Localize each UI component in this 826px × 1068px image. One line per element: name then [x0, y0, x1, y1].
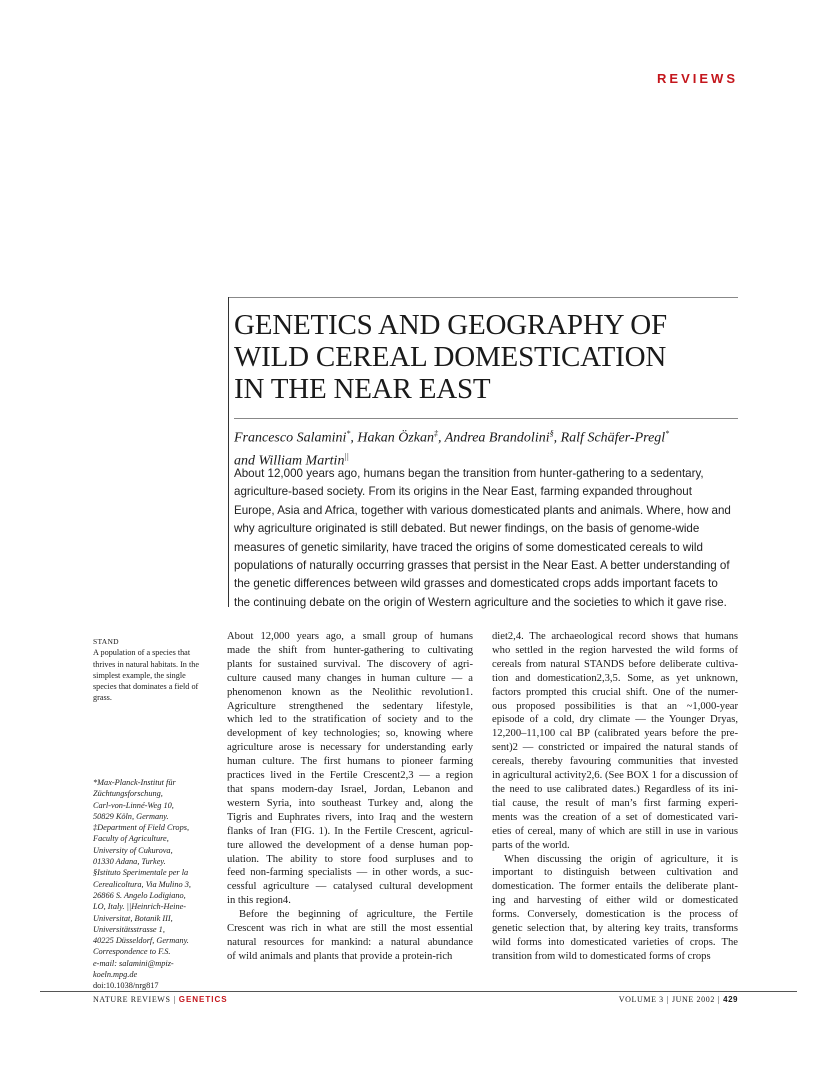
text-line: sent)2 — constricted or impaired the natural stands of: [492, 742, 738, 754]
text-line: Before the beginning of agriculture, the Fertile: [239, 909, 473, 921]
text-line: human culture. The first humans to pioneer farming: [227, 756, 473, 768]
glossary-definition: A population of a species that thrives in natural habitats. In the simplest example, the single species that dominates a field of grass.: [93, 648, 199, 703]
text-line: of wild animals and plants that provide a protein-rich: [227, 950, 453, 962]
affiliation-line: 40225 Düsseldorf, Germany.: [93, 936, 189, 946]
journal-name: NATURE REVIEWS: [93, 995, 171, 1004]
text-line: forms. Conversely, domestication is the process of: [492, 909, 738, 921]
text-line: plants for sustained survival. The discovery of agri-: [227, 658, 473, 670]
text-line: wild forms into domesticated varieties of crops. The: [492, 936, 738, 948]
text-line: factors prompted this crucial shift. One of the numer-: [492, 686, 738, 698]
text-line: phenomenon known as the Neolithic revolution1.: [227, 686, 473, 698]
abstract-line: why agriculture originated is still debated. But newer findings, on the basis of genome-wide: [234, 522, 700, 536]
article-title: [234, 309, 734, 405]
affiliation-line: Universitätsstrasse 1,: [93, 924, 165, 934]
author-name: Francesco Salamini: [234, 430, 347, 446]
affiliation-line: *Max-Planck-Institut für: [93, 778, 176, 787]
affiliation-line: University of Cukurova,: [93, 845, 173, 855]
affiliation-line: Correspondence to F.S.: [93, 947, 171, 957]
affiliation-line: 26866 S. Angelo Lodigiano,: [93, 890, 186, 900]
abstract-line: Europe, Asia and Africa, together with various domesticated plants and animals. Where, how and: [234, 503, 731, 517]
text-line: who settled in the region harvested the wild forms of: [492, 644, 738, 656]
abstract: [234, 465, 738, 612]
footer-issue: VOLUME 3 | JUNE 2002 | 429: [618, 995, 738, 1004]
abstract-line: measures of genetic similarity, have traced the origins of some domesticated cereals to wild: [234, 540, 703, 554]
abstract-line: populations of naturally occurring grasses that persist in the Near East. A better understanding of: [234, 559, 730, 573]
body-column-2: [492, 630, 738, 964]
title-top-rule: [228, 297, 738, 298]
text-line: in this region4.: [227, 895, 291, 907]
text-line: tial cause, the result of man’s first farming experi-: [492, 797, 738, 809]
author-mark: ‡: [433, 429, 438, 438]
footer-rule: [40, 991, 797, 992]
text-line: diet2,4. The archaeological record shows that humans: [492, 631, 738, 642]
text-line: in agricultural activity2,6. (See BOX 1 for a discussion of: [492, 770, 738, 782]
author-name: and William Martin: [234, 453, 345, 469]
text-line: tion and domestication2,3,5. Some, as yet unknown,: [492, 672, 738, 684]
affiliation-line: Carl-von-Linné-Weg 10,: [93, 800, 174, 810]
text-line: flanks of Iran (FIG. 1). In the Fertile Crescent, agricul-: [227, 825, 473, 837]
affiliation-line: Faculty of Agriculture,: [93, 834, 169, 844]
text-line: agriculture arose is necessary for understanding early: [227, 742, 473, 754]
text-line: feed non-farming specialists — in other words, a suc-: [227, 867, 473, 879]
author-mark: *: [346, 429, 351, 438]
title-line: IN THE NEAR EAST: [234, 373, 491, 405]
body-column-1: [227, 630, 473, 964]
affiliation-line: e-mail: salamini@mpiz-: [93, 958, 174, 968]
text-line: Crescent was rich in what are still the most essential: [227, 923, 473, 935]
volume: VOLUME 3: [618, 995, 664, 1004]
abstract-line: the continuing debate on the origin of Western agriculture and the societies to which it gave rise.: [234, 595, 727, 609]
author-mark: ||: [344, 451, 349, 461]
text-line: domestication. The former entails the deliberate plant-: [492, 881, 738, 893]
title-side-rule: [228, 297, 229, 607]
text-line: transition from wild to domesticated forms of crops: [492, 950, 711, 962]
abstract-line: agriculture-based society. From its origins in the Near East, farming expanded throughout: [234, 485, 692, 499]
text-line: that spans modern-day Israel, Jordan, Lebanon and: [227, 783, 473, 795]
affiliation-line: 01330 Adana, Turkey.: [93, 857, 166, 867]
text-line: ture allowed the development of a dense human pop-: [227, 839, 473, 851]
page-number: 429: [723, 995, 738, 1004]
author-name: Hakan Özkan: [357, 430, 434, 446]
affiliation-line: koeln.mpg.de: [93, 970, 138, 980]
affiliation-line: §Istituto Sperimentale per la: [93, 868, 189, 878]
text-line: the need to use calibrated dates.) Regardless of its ini-: [492, 783, 738, 795]
issue-date: JUNE 2002: [671, 995, 715, 1004]
text-line: When discussing the origin of agriculture, it is: [504, 853, 738, 865]
text-line: episode of a cold, dry climate — the Younger Dryas,: [492, 714, 738, 726]
text-line: ulation. The ability to store food surpluses and to: [227, 853, 473, 865]
affiliation-line: Cerealicoltura, Via Mulino 3,: [93, 879, 191, 889]
text-line: ments was the creation of a set of domesticated vari-: [492, 811, 738, 823]
text-line: ous proposed possibilities is that an ~1,000-year: [492, 700, 738, 712]
text-line: cereals from natural STANDS before deliberate cultiva-: [492, 658, 738, 670]
title-line: GENETICS AND GEOGRAPHY OF: [234, 309, 667, 341]
text-line: natural resources for mankind: a natural abundance: [227, 936, 473, 948]
abstract-line: About 12,000 years ago, humans began the transition from hunter-gathering to a sedentary,: [234, 467, 704, 480]
text-line: development of key technologies; so, knowing where: [227, 728, 473, 740]
affiliation-line: ‡Department of Field Crops,: [93, 823, 190, 833]
text-line: culture caused many changes in human culture — a: [227, 672, 473, 684]
text-line: made the shift from hunter-gathering to cultivating: [227, 644, 473, 656]
affiliation-line: LO, Italy. ||Heinrich-Heine-: [93, 902, 187, 912]
affiliation-line: Züchtungsforschung,: [93, 789, 163, 799]
text-line: eties of cereal, many of which are still in use in various: [492, 825, 738, 837]
text-line: parts of the world.: [492, 839, 570, 851]
text-line: 12,200–11,100 cal BP (calibrated years before the pre-: [492, 728, 738, 740]
journal-section: GENETICS: [178, 995, 228, 1004]
author-mark: *: [665, 429, 670, 438]
author-mark: §: [549, 429, 554, 438]
author-list: Francesco Salamini*, Hakan Özkan‡, Andrea Brandolini§, Ralf Schäfer-Pregl* and William Martin||: [234, 429, 670, 469]
title-line: WILD CEREAL DOMESTICATION: [234, 341, 667, 373]
text-line: About 12,000 years ago, a small group of humans: [227, 631, 473, 642]
text-line: practices lived in the Fertile Crescent2,3 — a region: [227, 770, 473, 782]
affiliations: [93, 777, 213, 992]
text-line: Tigris and Euphrates rivers, into Iraq and the western: [227, 811, 473, 823]
text-line: ing and harvesting of either wild or domesticated: [492, 895, 738, 907]
text-line: which led to the stratification of society and to the: [227, 714, 473, 726]
glossary-term: STAND: [93, 637, 119, 646]
text-line: important to distinguish between cultivation and: [492, 867, 738, 879]
section-label: REVIEWS: [657, 71, 738, 86]
text-line: cessful agriculture — catalysed cultural development: [227, 881, 473, 893]
text-line: Agriculture strengthened the sedentary lifestyle,: [227, 700, 473, 712]
author-name: Ralf Schäfer-Pregl: [560, 430, 666, 446]
text-line: genetic selection that, by altering key traits, transforms: [492, 923, 738, 935]
text-line: western Syria, into southeast Turkey and, along the: [227, 797, 473, 809]
abstract-line: the genetic differences between wild grasses and domesticated crops adds important facets to: [234, 577, 718, 591]
author-name: Andrea Brandolini: [444, 430, 550, 446]
glossary-entry: [93, 636, 211, 704]
affiliation-line: 50829 Köln, Germany.: [93, 811, 169, 821]
doi: doi:10.1038/nrg817: [93, 981, 159, 991]
footer-journal: NATURE REVIEWS | GENETICS: [93, 995, 228, 1004]
text-line: cereals, thereby favouring communities that invested: [492, 756, 738, 768]
affiliation-line: Universitat, Botanik III,: [93, 913, 173, 923]
title-bottom-rule: [234, 418, 738, 419]
